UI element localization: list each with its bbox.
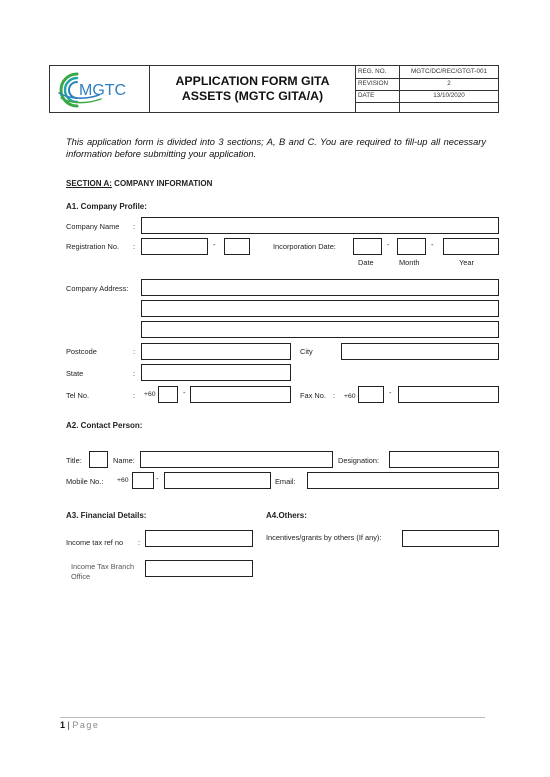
date-caption: Date bbox=[358, 258, 374, 267]
address-line-3-field[interactable] bbox=[141, 321, 499, 338]
city-field[interactable] bbox=[341, 343, 499, 360]
incorporation-month-field[interactable] bbox=[397, 238, 426, 255]
designation-field[interactable] bbox=[389, 451, 499, 468]
tel-area-code-field[interactable] bbox=[158, 386, 178, 403]
email-field[interactable] bbox=[307, 472, 499, 489]
registration-no-suffix-field[interactable] bbox=[224, 238, 250, 255]
incorporation-date-label: Incorporation Date: bbox=[273, 242, 336, 251]
a2-heading: A2. Contact Person: bbox=[66, 421, 143, 430]
a4-heading: A4.Others: bbox=[266, 511, 307, 520]
postcode-field[interactable] bbox=[141, 343, 291, 360]
incorporation-year-field[interactable] bbox=[443, 238, 499, 255]
income-tax-ref-label: Income tax ref no bbox=[66, 538, 124, 547]
fax-no-label: Fax No. bbox=[300, 391, 326, 400]
fax-area-code-field[interactable] bbox=[358, 386, 384, 403]
form-title: APPLICATION FORM GITA ASSETS (MGTC GITA/A) bbox=[175, 74, 330, 103]
income-tax-ref-field[interactable] bbox=[145, 530, 253, 547]
year-caption: Year bbox=[459, 258, 474, 267]
city-label: City bbox=[300, 347, 313, 356]
ref-value: MGTC/DC/REC/GTGT-001 bbox=[411, 68, 487, 75]
footer-divider bbox=[60, 717, 485, 718]
page-number: 1 bbox=[60, 720, 66, 730]
name-label: Name: bbox=[113, 456, 135, 465]
address-line-1-field[interactable] bbox=[141, 279, 499, 296]
state-label: State bbox=[66, 369, 84, 378]
document-header-table bbox=[49, 65, 499, 113]
email-label: Email: bbox=[275, 477, 296, 486]
address-line-2-field[interactable] bbox=[141, 300, 499, 317]
mobile-no-label: Mobile No.: bbox=[66, 477, 104, 486]
incorporation-day-field[interactable] bbox=[353, 238, 382, 255]
ref-label: REG. NO. bbox=[358, 68, 387, 75]
incentives-field[interactable] bbox=[402, 530, 499, 547]
date-label: DATE bbox=[358, 92, 375, 99]
contact-name-field[interactable] bbox=[140, 451, 333, 468]
mobile-number-field[interactable] bbox=[164, 472, 271, 489]
revision-value: 2 bbox=[447, 80, 451, 87]
mobile-country-code: +60 bbox=[117, 477, 129, 484]
company-name-field[interactable] bbox=[141, 217, 499, 234]
tel-number-field[interactable] bbox=[190, 386, 291, 403]
title-field[interactable] bbox=[89, 451, 108, 468]
intro-text: This application form is divided into 3 sections; A, B and C. You are required to fill-up all necessary information before submitting your application. bbox=[66, 137, 486, 159]
a3-heading: A3. Financial Details: bbox=[66, 511, 147, 520]
section-a-heading: SECTION A: COMPANY INFORMATION bbox=[66, 179, 213, 188]
tel-no-label: Tel No. bbox=[66, 391, 90, 400]
registration-no-field[interactable] bbox=[141, 238, 208, 255]
registration-no-label: Registration No. bbox=[66, 242, 119, 251]
title-label: Title: bbox=[66, 456, 82, 465]
mobile-prefix-field[interactable] bbox=[132, 472, 154, 489]
tel-country-code: +60 bbox=[144, 391, 156, 398]
page-footer: 1 | Page bbox=[60, 720, 100, 730]
designation-label: Designation: bbox=[338, 456, 380, 465]
fax-number-field[interactable] bbox=[398, 386, 499, 403]
income-tax-branch-label: Income Tax Branch Office bbox=[71, 562, 135, 581]
company-name-label: Company Name bbox=[66, 222, 120, 231]
page-word: Page bbox=[72, 720, 100, 730]
company-address-label: Company Address: bbox=[66, 284, 129, 293]
date-value: 13/10/2020 bbox=[433, 92, 465, 99]
svg-text:MGTC: MGTC bbox=[79, 82, 127, 99]
fax-country-code: +60 bbox=[344, 393, 356, 400]
revision-label: REVISION bbox=[358, 80, 389, 87]
mgtc-logo bbox=[55, 69, 145, 111]
state-field[interactable] bbox=[141, 364, 291, 381]
incentives-label: Incentives/grants by others (If any): bbox=[266, 533, 382, 542]
month-caption: Month bbox=[399, 258, 420, 267]
postcode-label: Postcode bbox=[66, 347, 97, 356]
a1-heading: A1. Company Profile: bbox=[66, 202, 147, 211]
income-tax-branch-field[interactable] bbox=[145, 560, 253, 577]
